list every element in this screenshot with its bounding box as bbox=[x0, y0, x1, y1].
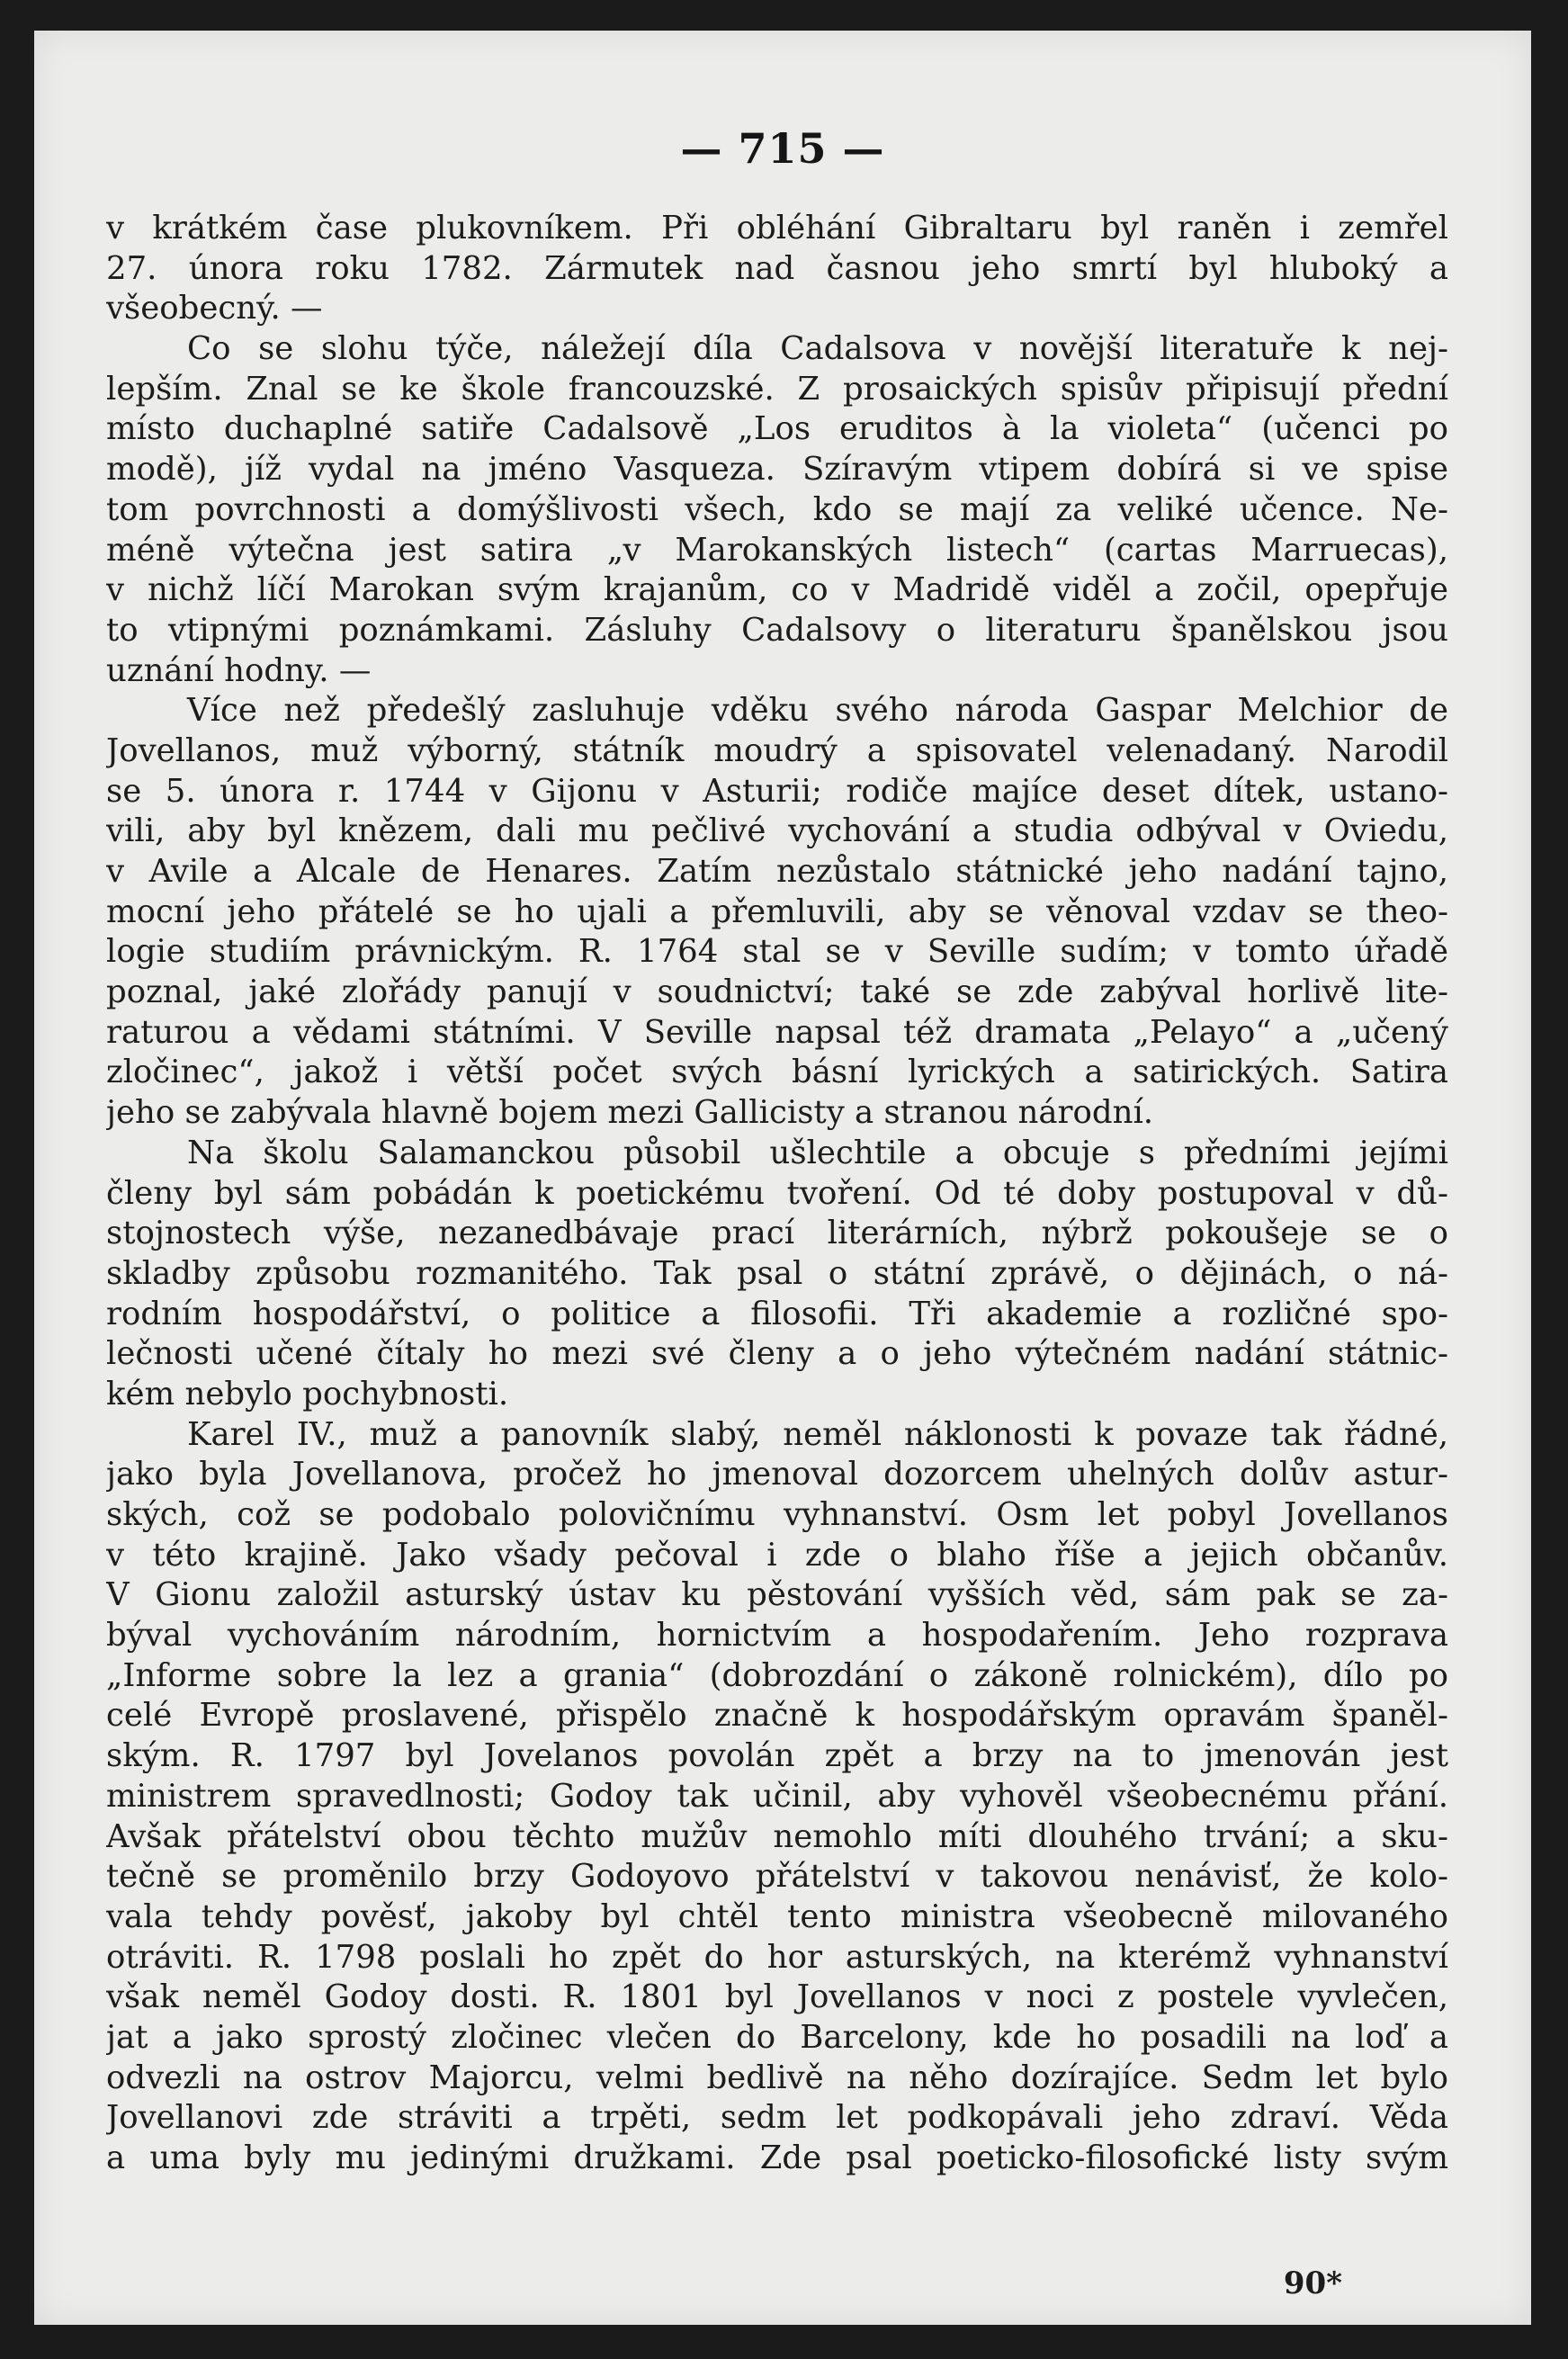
text-line: uznání hodny. — bbox=[106, 651, 372, 689]
text-line: v krátkém čase plukovníkem. Při obléhání Gibraltaru byl raněn i zemřel bbox=[106, 210, 1448, 247]
text-line: býval vychováním národním, hornictvím a hospodařením. Jeho rozprava bbox=[106, 1617, 1448, 1655]
text-line: to vtipnými poznámkami. Zásluhy Cadalsovy o literaturu španělskou jsou bbox=[106, 611, 1448, 649]
text-line: a uma byly mu jedinými družkami. Zde psal poeticko-filosofické listy svým bbox=[106, 2139, 1448, 2176]
text-line: Co se slohu týče, náležejí díla Cadalsova v novější literatuře k nej- bbox=[187, 330, 1448, 368]
text-line: Avšak přátelství obou těchto mužův nemohlo míti dlouhého trvání; a sku- bbox=[106, 1817, 1448, 1855]
text-line: odvezli na ostrov Majorcu, velmi bedlivě na něho dozírajíce. Sedm let bylo bbox=[106, 2059, 1448, 2096]
text-line: tečně se proměnilo brzy Godoyovo přátelství v takovou nenávisť, že kolo- bbox=[106, 1858, 1448, 1896]
text-line: jat a jako sprostý zločinec vlečen do Barcelony, kde ho posadili na loď a bbox=[106, 2018, 1448, 2056]
text-line: se 5. února r. 1744 v Gijonu v Asturii; rodiče majíce deset dítek, ustano- bbox=[106, 772, 1448, 810]
paper-sheet bbox=[34, 31, 1531, 2325]
text-line: V Gionu založil asturský ústav ku pěstování vyšších věd, sám pak se za- bbox=[106, 1576, 1448, 1614]
body-text bbox=[106, 209, 1448, 2179]
text-line: rodním hospodářství, o politice a filosofii. Tři akademie a rozličné spo- bbox=[106, 1295, 1448, 1332]
text-line: všeobecný. — bbox=[106, 290, 323, 327]
text-line: jeho se zabývala hlavně bojem mezi Gallicisty a stranou národní. bbox=[106, 1094, 1154, 1132]
text-line: vili, aby byl knězem, dali mu pečlivé vychování a studia odbýval v Oviedu, bbox=[106, 812, 1448, 850]
text-line: otráviti. R. 1798 poslali ho zpět do hor asturských, na kterémž vyhnanství bbox=[106, 1938, 1448, 1976]
text-line: skladby způsobu rozmanitého. Tak psal o státní zprávě, o dějinách, o ná- bbox=[106, 1254, 1448, 1292]
text-line: lečnosti učené čítaly ho mezi své členy a o jeho výtečném nadání státnic- bbox=[106, 1335, 1448, 1373]
text-line: jako byla Jovellanova, pročež ho jmenoval dozorcem uhelných dolův astur- bbox=[106, 1456, 1448, 1493]
text-line: kém nebylo pochybnosti. bbox=[106, 1375, 509, 1413]
text-line: tom povrchnosti a domýšlivosti všech, kdo se mají za veliké učence. Ne- bbox=[106, 490, 1448, 528]
text-line: členy byl sám pobádán k poetickému tvoření. Od té doby postupoval v dů- bbox=[106, 1174, 1448, 1212]
text-line: v nichž líčí Marokan svým krajanům, co v Madridě viděl a zočil, opepřuje bbox=[106, 571, 1448, 609]
text-line: Jovellanos, muž výborný, státník moudrý a spisovatel velenadaný. Narodil bbox=[106, 731, 1448, 769]
text-line: logie studiím právnickým. R. 1764 stal se v Seville sudím; v tomto úřadě bbox=[106, 933, 1448, 971]
text-line: však neměl Godoy dosti. R. 1801 byl Jovellanos v noci z postele vyvlečen, bbox=[106, 1978, 1448, 2016]
text-line: „Informe sobre la lez a grania“ (dobrozdání o zákoně rolnickém), dílo po bbox=[106, 1656, 1448, 1694]
text-line: poznal, jaké zlořády panují v soudnictví; také se zde zabýval horlivě lite- bbox=[106, 973, 1448, 1011]
text-line: lepším. Znal se ke škole francouzské. Z prosaických spisův připisují přední bbox=[106, 370, 1448, 408]
printer-signature-mark: 90* bbox=[1283, 2265, 1342, 2301]
text-line: modě), jíž vydal na jméno Vasqueza. Szíravým vtipem dobírá si ve spise bbox=[106, 451, 1448, 489]
text-line: místo duchaplné satiře Cadalsově „Los eruditos à la violeta“ (učenci po bbox=[106, 410, 1448, 448]
text-line: stojnostech výše, nezanedbávaje prací literárních, nýbrž pokoušeje se o bbox=[106, 1215, 1448, 1252]
text-line: ministrem spravedlnosti; Godoy tak učinil, aby vyhověl všeobecnému přání. bbox=[106, 1777, 1448, 1815]
text-line: celé Evropě proslavené, přispělo značně k hospodářským opravám španěl- bbox=[106, 1697, 1448, 1735]
text-line: 27. února roku 1782. Zármutek nad časnou jeho smrtí byl hluboký a bbox=[106, 249, 1448, 287]
text-line: zločinec“, jakož i větší počet svých básní lyrických a satirických. Satira bbox=[106, 1054, 1448, 1091]
text-line: Jovellanovi zde stráviti a trpěti, sedm let podkopávali jeho zdraví. Věda bbox=[106, 2099, 1448, 2137]
page-number-header: — 715 — bbox=[680, 124, 885, 173]
text-line: v této krajině. Jako všady pečoval i zde o blaho říše a jejich občanův. bbox=[106, 1536, 1448, 1574]
text-line: Na školu Salamanckou působil ušlechtile a obcuje s předními jejími bbox=[187, 1134, 1448, 1171]
text-line: méně výtečna jest satira „v Marokanských listech“ (cartas Marruecas), bbox=[106, 531, 1448, 569]
text-line: mocní jeho přátelé se ho ujali a přemluvili, aby se věnoval vzdav se theo- bbox=[106, 892, 1448, 930]
text-line: Více než předešlý zasluhuje vděku svého národa Gaspar Melchior de bbox=[187, 692, 1448, 730]
text-line: ským. R. 1797 byl Jovelanos povolán zpět a brzy na to jmenován jest bbox=[106, 1737, 1448, 1775]
text-line: v Avile a Alcale de Henares. Zatím nezůstalo státnické jeho nadání tajno, bbox=[106, 853, 1448, 890]
text-line: vala tehdy pověsť, jakoby byl chtěl tento ministra všeobecně milovaného bbox=[106, 1897, 1448, 1935]
text-line: Karel IV., muž a panovník slabý, neměl náklonosti k povaze tak řádné, bbox=[187, 1415, 1448, 1453]
text-line: ských, což se podobalo polovičnímu vyhnanství. Osm let pobyl Jovellanos bbox=[106, 1496, 1448, 1533]
text-line: raturou a vědami státními. V Seville napsal též dramata „Pelayo“ a „učený bbox=[106, 1013, 1448, 1051]
